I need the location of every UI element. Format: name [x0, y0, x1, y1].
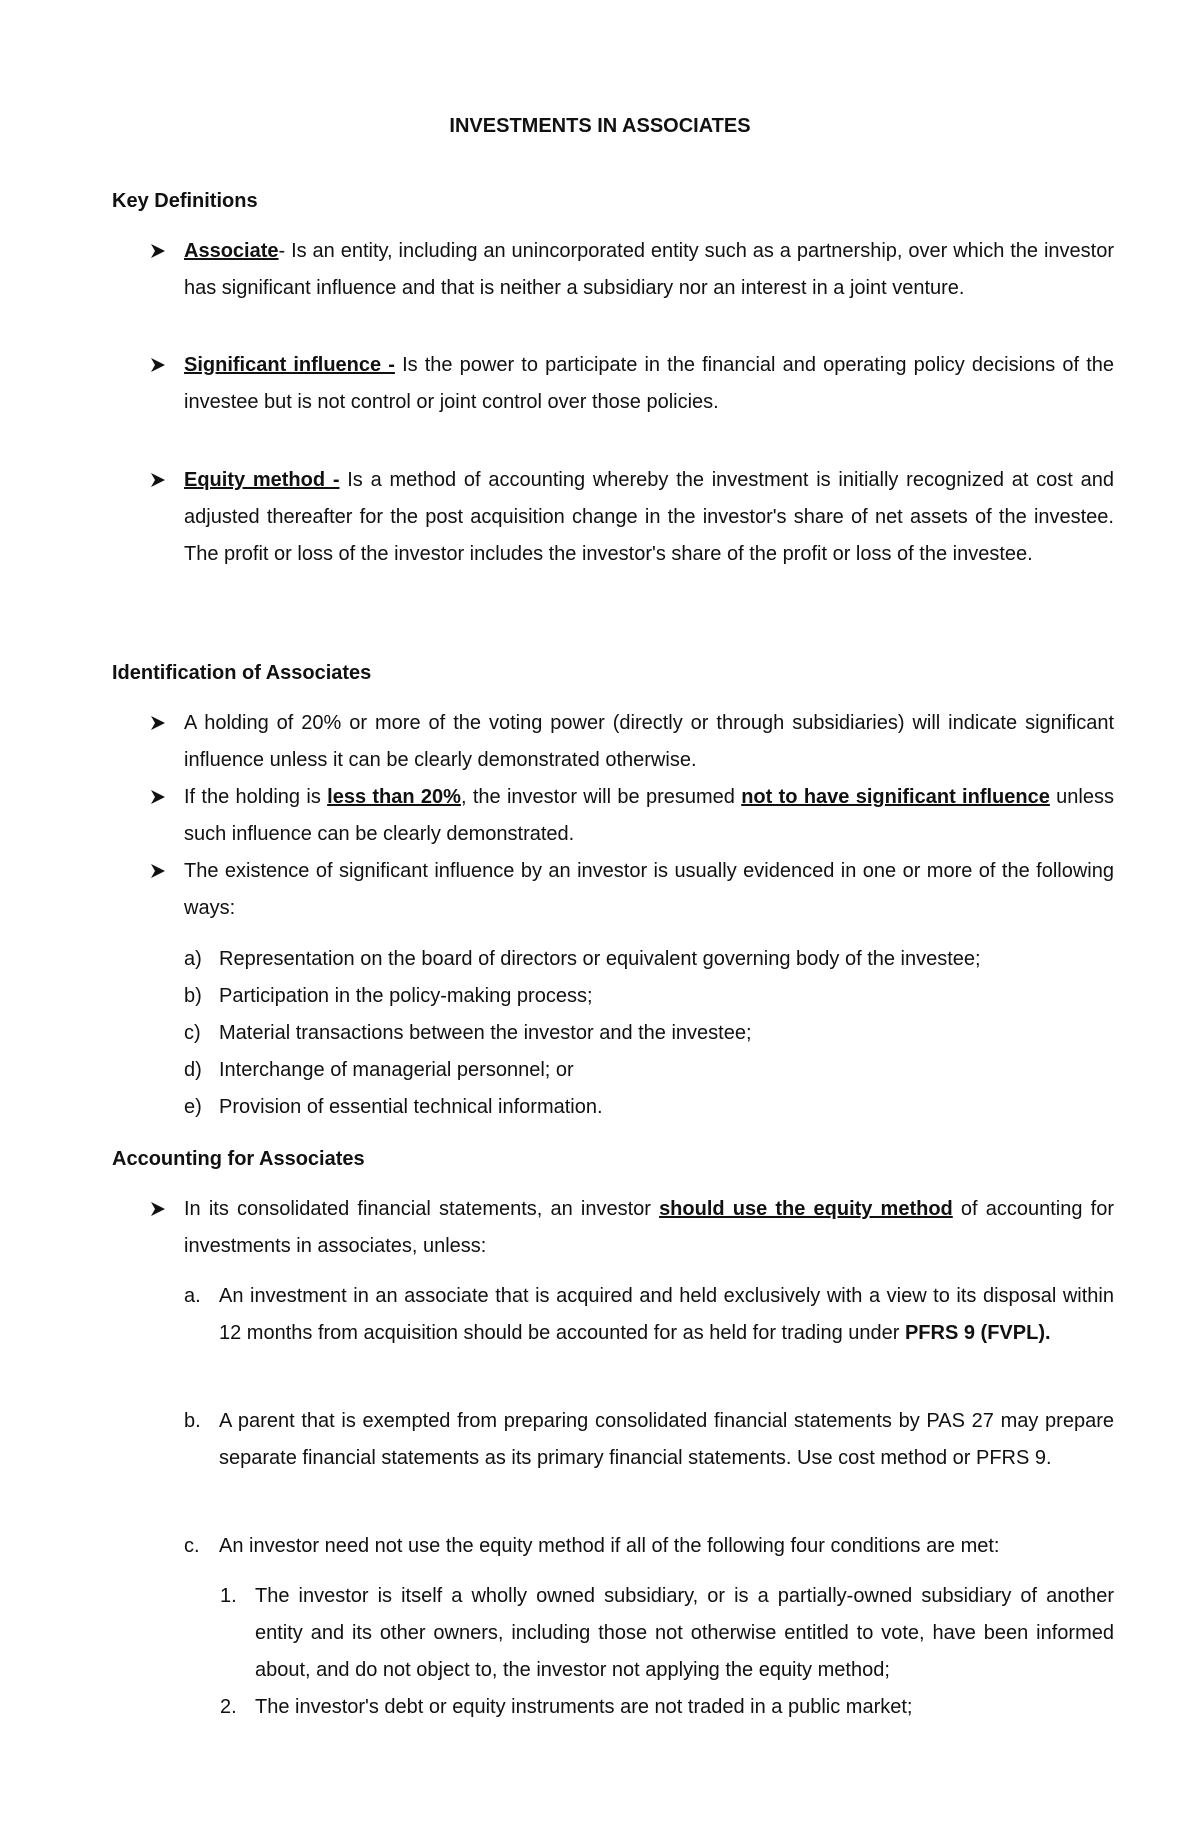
- accounting-bullet-1: [184, 1191, 1114, 1265]
- text-equity-method: Is a method of accounting whereby the investment is initially recognized at cost and adjusted thereafter for the post acquisition change in the investor's share of net assets of the investee. The profit or loss of the investor includes the investor's share of the profit or loss of the investee.: [184, 469, 1114, 565]
- definition-significant-influence: [184, 347, 1114, 421]
- list-label: a): [184, 948, 202, 970]
- list-label: c.: [184, 1535, 200, 1557]
- identification-bullet-2-text-e: unless such influence can be clearly demonstrated.: [184, 786, 1114, 845]
- arrow-bullet-icon: [146, 779, 176, 816]
- identification-bullet-1: [184, 705, 1114, 779]
- heading-key-definitions: Key Definitions: [112, 190, 258, 212]
- arrow-bullet-icon: [146, 462, 176, 499]
- list-label: c): [184, 1022, 201, 1044]
- list-text: The investor is itself a wholly owned subsidiary, or is a partially-owned subsidiary of another entity and its other owners, including those not otherwise entitled to vote, have been informed about, and do not object to, the investor not applying the equity method;: [255, 1585, 1114, 1681]
- text-significant-influence: Is the power to participate in the financial and operating policy decisions of the investee but is not control or joint control over those policies.: [184, 354, 1114, 413]
- emphasis-less-than-20: less than 20%: [327, 786, 461, 808]
- term-significant-influence: Significant influence -: [184, 354, 395, 376]
- list-item-condition-2: [220, 1689, 1114, 1726]
- list-label: b): [184, 985, 202, 1007]
- text-associate: - Is an entity, including an unincorporated entity such as a partnership, over which the investor has significant influence and that is neither a subsidiary nor an interest in a joint venture.: [184, 240, 1114, 299]
- list-label: a.: [184, 1285, 201, 1307]
- list-text: Representation on the board of directors or equivalent governing body of the investee;: [219, 948, 981, 970]
- emphasis-no-significant-influence: not to have significant influence: [741, 786, 1050, 808]
- identification-bullet-3: [184, 853, 1114, 927]
- accounting-bullet-1-text-c: of accounting for investments in associates, unless:: [184, 1198, 1114, 1257]
- identification-bullet-2-text-a: If the holding is: [184, 786, 328, 808]
- term-associate: Associate: [184, 240, 279, 262]
- list-item-way-c: [184, 1015, 1114, 1052]
- list-item-exception-a: [184, 1278, 1114, 1352]
- document-title: INVESTMENTS IN ASSOCIATES: [449, 115, 751, 137]
- accounting-bullet-1-text-a: In its consolidated financial statements, an investor: [184, 1198, 660, 1220]
- list-label: 1.: [220, 1585, 237, 1607]
- heading-identification: Identification of Associates: [112, 662, 372, 684]
- identification-bullet-2: [184, 779, 1114, 853]
- heading-accounting: Accounting for Associates: [112, 1148, 365, 1170]
- list-text: A parent that is exempted from preparing consolidated financial statements by PAS 27 may prepare separate financial statements as its primary financial statements. Use cost method or PFRS 9.: [219, 1410, 1114, 1469]
- list-text: The investor's debt or equity instruments are not traded in a public market;: [255, 1696, 913, 1718]
- list-text: Material transactions between the investor and the investee;: [219, 1022, 752, 1044]
- definition-equity-method: [184, 462, 1114, 573]
- list-text: An investor need not use the equity method if all of the following four conditions are met:: [219, 1535, 1000, 1557]
- arrow-bullet-icon: [146, 1191, 176, 1228]
- list-text: Participation in the policy-making process;: [219, 985, 593, 1007]
- term-equity-method: Equity method -: [184, 469, 340, 491]
- definition-associate: [184, 233, 1114, 307]
- identification-bullet-2-text-c: , the investor will be presumed: [460, 786, 742, 808]
- list-text: An investment in an associate that is acquired and held exclusively with a view to its disposal within 12 months from acquisition should be accounted for as held for trading under: [219, 1285, 1114, 1344]
- list-item-way-d: [184, 1052, 1114, 1089]
- list-item-way-e: [184, 1089, 1114, 1126]
- list-label: e): [184, 1096, 202, 1118]
- list-text: Provision of essential technical information.: [219, 1096, 603, 1118]
- list-label: d): [184, 1059, 202, 1081]
- list-item-exception-b: [184, 1403, 1114, 1477]
- list-item-way-a: [184, 941, 1114, 978]
- list-text: Interchange of managerial personnel; or: [219, 1059, 574, 1081]
- identification-bullet-1-text: A holding of 20% or more of the voting power (directly or through subsidiaries) will indicate significant influence unless it can be clearly demonstrated otherwise.: [184, 712, 1114, 771]
- arrow-bullet-icon: [146, 853, 176, 890]
- emphasis-equity-method: should use the equity method: [659, 1198, 953, 1220]
- list-item-exception-c: [184, 1528, 1114, 1565]
- arrow-bullet-icon: [146, 233, 176, 270]
- list-item-condition-1: [220, 1578, 1114, 1689]
- emphasis-pfrs9-fvpl: PFRS 9 (FVPL).: [904, 1322, 1051, 1344]
- list-label: b.: [184, 1410, 201, 1432]
- arrow-bullet-icon: [146, 347, 176, 384]
- list-item-way-b: [184, 978, 1114, 1015]
- identification-bullet-3-text: The existence of significant influence by an investor is usually evidenced in one or more of the following ways:: [184, 860, 1114, 919]
- arrow-bullet-icon: [146, 705, 176, 742]
- list-label: 2.: [220, 1696, 237, 1718]
